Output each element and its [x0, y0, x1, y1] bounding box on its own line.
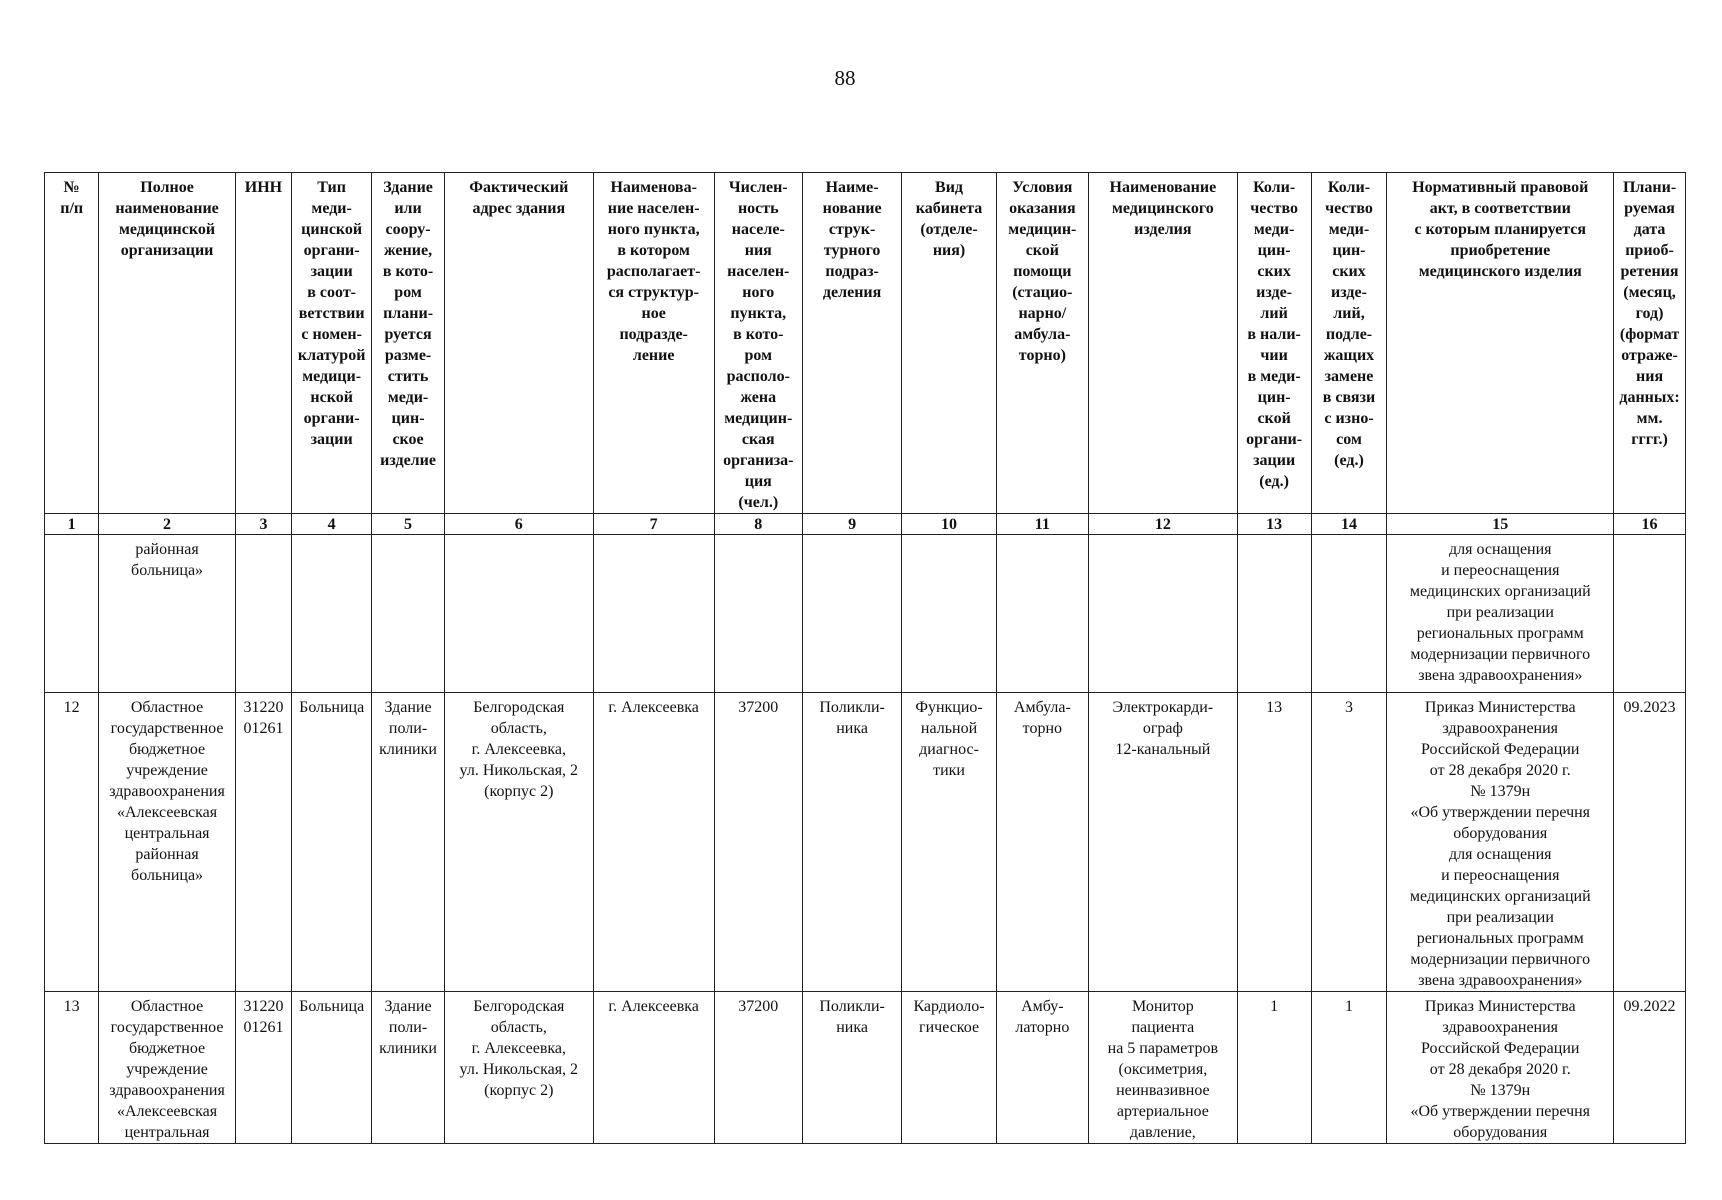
building-cell: Здание поли- клиники	[372, 992, 445, 1144]
device-name-cell: Монитор пациента на 5 параметров (оксиметрия, неинвазивное артериальное давление,	[1089, 992, 1238, 1144]
locality-cell: г. Алексеевка	[593, 992, 714, 1144]
organization-name-cell: Областное государственное бюджетное учреждение здравоохранения «Алексеевская центральная	[99, 992, 235, 1144]
column-number: 6	[444, 514, 593, 535]
column-header: Наиме- нование струк- турного подраз- деления	[802, 173, 901, 514]
column-header: Наименование медицинского изделия	[1089, 173, 1238, 514]
address-cell: Белгородская область, г. Алексеевка, ул. Никольская, 2 (корпус 2)	[444, 992, 593, 1144]
column-header: ИНН	[235, 173, 291, 514]
legal-act-cell: Приказ Министерства здравоохранения Российской Федерации от 28 декабря 2020 г. № 1379н «Об утверждении перечня оборудования для оснащения и переоснащения медицинских организаций при реализации региональных программ модернизации первичного звена здравоохранения»	[1387, 693, 1614, 992]
column-number: 16	[1614, 514, 1686, 535]
devices-available-cell	[1237, 535, 1311, 693]
device-name-cell: Электрокарди- ограф 12-канальный	[1089, 693, 1238, 992]
column-number: 7	[593, 514, 714, 535]
org-type-cell: Больница	[292, 992, 372, 1144]
column-number: 2	[99, 514, 235, 535]
building-cell: Здание поли- клиники	[372, 693, 445, 992]
address-cell	[444, 535, 593, 693]
column-header: № п/п	[45, 173, 99, 514]
legal-act-cell: для оснащения и переоснащения медицинских организаций при реализации региональных программ модернизации первичного звена здравоохранения»	[1387, 535, 1614, 693]
table-row	[45, 535, 1686, 693]
column-number: 13	[1237, 514, 1311, 535]
population-cell: 37200	[714, 992, 802, 1144]
column-header: Наименова- ние населен- ного пункта, в котором располагает- ся структур- ное подразде- ление	[593, 173, 714, 514]
cabinet-type-cell: Функцио- нальной диагнос- тики	[902, 693, 996, 992]
legal-act-cell: Приказ Министерства здравоохранения Российской Федерации от 28 декабря 2020 г. № 1379н «Об утверждении перечня оборудования	[1387, 992, 1614, 1144]
column-header: Числен- ность населе- ния населен- ного пункта, в кото- ром располо- жена медицин- ская организа- ция (чел.)	[714, 173, 802, 514]
column-header: Нормативный правовой акт, в соответствии с которым планируется приобретение медицинского изделия	[1387, 173, 1614, 514]
devices-to-replace-cell	[1311, 535, 1387, 693]
devices-available-cell: 13	[1237, 693, 1311, 992]
population-cell	[714, 535, 802, 693]
column-number: 8	[714, 514, 802, 535]
column-number: 12	[1089, 514, 1238, 535]
column-number: 9	[802, 514, 901, 535]
structural-unit-cell	[802, 535, 901, 693]
care-conditions-cell: Амбу- латорно	[996, 992, 1088, 1144]
table-row	[45, 992, 1686, 1144]
table-row	[45, 693, 1686, 992]
column-number: 3	[235, 514, 291, 535]
column-header: Коли- чество меди- цин- ских изде- лий, подле- жащих замене в связи с изно- сом (ед.)	[1311, 173, 1387, 514]
structural-unit-cell: Поликли- ника	[802, 992, 901, 1144]
column-number: 14	[1311, 514, 1387, 535]
org-type-cell: Больница	[292, 693, 372, 992]
page-number: 88	[834, 66, 856, 90]
device-name-cell	[1089, 535, 1238, 693]
column-number-row	[45, 514, 1686, 535]
row-number-cell	[45, 535, 99, 693]
column-number: 10	[902, 514, 996, 535]
population-cell: 37200	[714, 693, 802, 992]
row-number-cell: 13	[45, 992, 99, 1144]
column-number: 5	[372, 514, 445, 535]
column-header: Коли- чество меди- цин- ских изде- лий в нали- чии в меди- цин- ской органи- зации (ед.)	[1237, 173, 1311, 514]
devices-available-cell: 1	[1237, 992, 1311, 1144]
cabinet-type-cell: Кардиоло- гическое	[902, 992, 996, 1144]
care-conditions-cell	[996, 535, 1088, 693]
column-header: Фактический адрес здания	[444, 173, 593, 514]
care-conditions-cell: Амбула- торно	[996, 693, 1088, 992]
locality-cell	[593, 535, 714, 693]
building-cell	[372, 535, 445, 693]
devices-to-replace-cell: 1	[1311, 992, 1387, 1144]
structural-unit-cell: Поликли- ника	[802, 693, 901, 992]
org-type-cell	[292, 535, 372, 693]
column-number: 15	[1387, 514, 1614, 535]
column-header: Здание или соору- жение, в кото- ром плани- руется разме- стить меди- цин- ское изделие	[372, 173, 445, 514]
planned-date-cell: 09.2023	[1614, 693, 1686, 992]
column-header: Плани- руемая дата приоб- ретения (месяц, год) (формат отраже- ния данных: мм. гггг.)	[1614, 173, 1686, 514]
inn-cell	[235, 535, 291, 693]
equipment-table	[44, 172, 1686, 1144]
organization-name-cell: районная больница»	[99, 535, 235, 693]
table-header-row	[45, 173, 1686, 514]
organization-name-cell: Областное государственное бюджетное учреждение здравоохранения «Алексеевская центральная районная больница»	[99, 693, 235, 992]
cabinet-type-cell	[902, 535, 996, 693]
inn-cell: 31220 01261	[235, 693, 291, 992]
column-header: Условия оказания медицин- ской помощи (стацио- нарно/ амбула- торно)	[996, 173, 1088, 514]
locality-cell: г. Алексеевка	[593, 693, 714, 992]
address-cell: Белгородская область, г. Алексеевка, ул. Никольская, 2 (корпус 2)	[444, 693, 593, 992]
column-number: 11	[996, 514, 1088, 535]
column-header: Тип меди- цинской органи- зации в соот- ветствии с номен- клатурой медици- нской органи- зации	[292, 173, 372, 514]
inn-cell: 31220 01261	[235, 992, 291, 1144]
column-number: 4	[292, 514, 372, 535]
planned-date-cell	[1614, 535, 1686, 693]
column-number: 1	[45, 514, 99, 535]
planned-date-cell: 09.2022	[1614, 992, 1686, 1144]
devices-to-replace-cell: 3	[1311, 693, 1387, 992]
column-header: Вид кабинета (отделе- ния)	[902, 173, 996, 514]
column-header: Полное наименование медицинской организации	[99, 173, 235, 514]
row-number-cell: 12	[45, 693, 99, 992]
